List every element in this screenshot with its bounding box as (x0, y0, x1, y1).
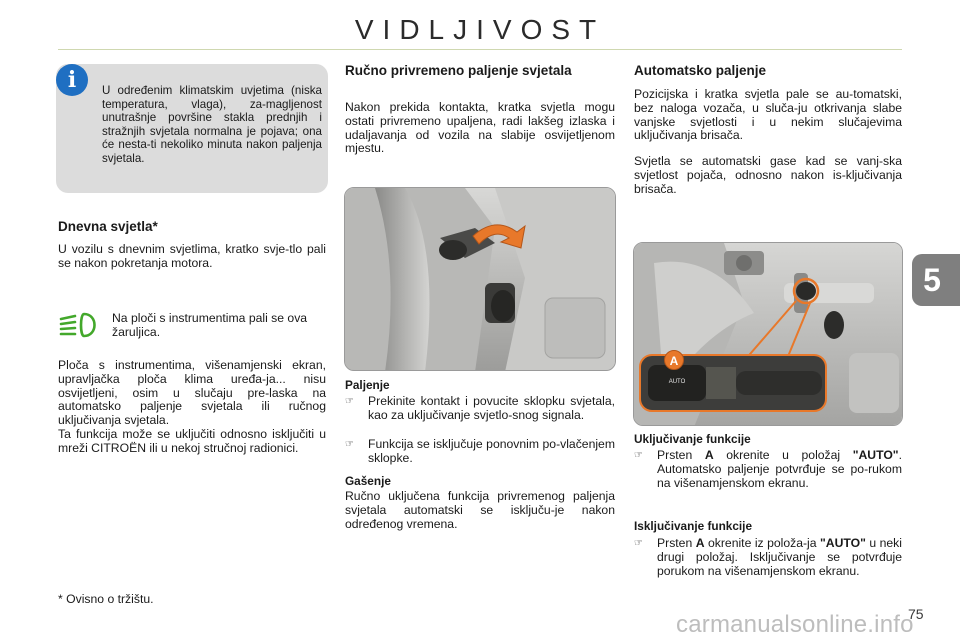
auto-off-item: ☞ Prsten A okrenite iz položa-ja "AUTO" u neki drugi položaj. Isključivanje se potvrđuje porukom na višenamjenskom ekranu. (634, 536, 902, 578)
daytime-paragraph-1: Ploča s instrumentima, višenamjenski ekran, upravljačka ploča klima uređa-ja... nisu osvijetljeni, osim u slučaju pre-laska na automatsko paljenje svjetala ili ručnog uključivanja svjetala. (58, 358, 326, 428)
bullet-hand-icon: ☞ (345, 439, 354, 450)
page-number: 75 (908, 606, 924, 622)
page-title: VIDLJIVOST (354, 14, 606, 45)
info-box-text: U određenim klimatskim uvjetima (niska temperatura, vlaga), za-magljenost unutrašnje površine stakla prednjih i stražnjih svjetala normalna je pojava; ona će nesta-ti nekoliko minuta nakon paljenja svjetala. (102, 84, 322, 165)
manual-intro: Nakon prekida kontakta, kratka svjetla mogu ostati privremeno upaljena, radi lakšeg izlaska i udaljavanja od vozila na slabije osvijetljenom mjestu. (345, 100, 615, 156)
auto-heading: Automatsko paljenje (634, 63, 767, 78)
daytime-intro: U vozilu s dnevnim svjetlima, kratko svje-tlo pali se nakon pokretanja motora. (58, 242, 326, 270)
daytime-indicator-text: Na ploči s instrumentima pali se ova žaruljica. (112, 311, 308, 339)
manual-off-heading: Gašenje (345, 474, 391, 488)
footnote: * Ovisno o tržištu. (58, 592, 154, 606)
chapter-number: 5 (923, 262, 941, 298)
bullet-hand-icon: ☞ (634, 450, 643, 461)
auto-off-heading: Isključivanje funkcije (634, 519, 753, 533)
info-icon: i (56, 64, 88, 96)
auto-paragraph-1: Pozicijska i kratka svjetla pale se au-tomatski, bez naloga vozača, u sluča-ju otkrivanja slabe vanjske svjetlosti i u nekim slučajevima uključivanja brisača. (634, 87, 902, 143)
manual-off-text: Ručno uključena funkcija privremenog paljenja svjetala automatski se isključu-je nakon određenog vremena. (345, 489, 615, 531)
title-divider (58, 49, 902, 50)
auto-paragraph-2: Svjetla se automatski gase kad se vanj-ska svjetlost pojača, odnosno nakon is-ključivanja brisača. (634, 154, 902, 196)
daytime-paragraph-2: Ta funkcija može se uključiti odnosno isključiti u mreži CITROËN ili u nekoj stručnoj radionici. (58, 427, 326, 455)
manual-heading: Ručno privremeno paljenje svjetala (345, 63, 572, 78)
headlight-stalk-photo (344, 187, 616, 371)
stalk-auto-label: AUTO (668, 379, 686, 385)
watermark: carmanualsonline.info (676, 611, 914, 638)
auto-on-item: ☞ Prsten A okrenite u položaj "AUTO". Automatsko paljenje potvrđuje se po-rukom na višenamjenskom ekranu. (634, 448, 902, 490)
daytime-running-light-icon (58, 310, 102, 340)
auto-on-heading: Uključivanje funkcije (634, 432, 751, 446)
manual-on-item-2: ☞ Funkcija se isključuje ponovnim po-vlačenjem sklopke. (345, 437, 615, 465)
callout-a-badge: A (664, 350, 684, 370)
auto-stalk-photo (633, 242, 903, 426)
manual-on-item-1: ☞ Prekinite kontakt i povucite sklopku svjetala, kao za uključivanje svjetlo-snog signala. (345, 394, 615, 422)
daytime-heading: Dnevna svjetla* (58, 219, 158, 234)
bullet-hand-icon: ☞ (345, 396, 354, 407)
bullet-hand-icon: ☞ (634, 538, 643, 549)
manual-on-heading: Paljenje (345, 378, 390, 392)
